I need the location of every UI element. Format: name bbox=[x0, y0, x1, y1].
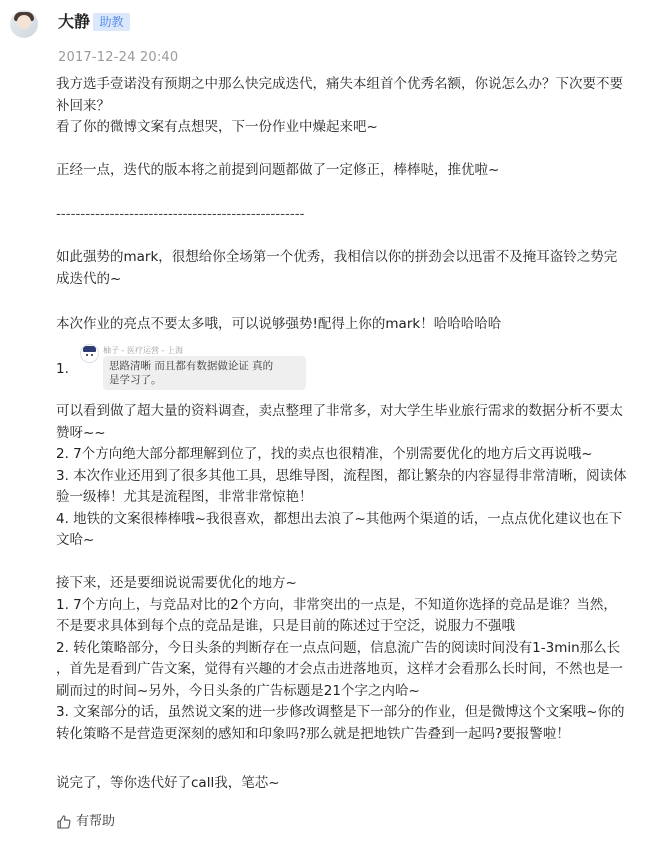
comment-paragraph-3 bbox=[56, 247, 660, 290]
helpful-label: 有帮助 bbox=[76, 814, 116, 829]
role-badge: 助教 bbox=[93, 13, 130, 31]
text-line: 可以看到做了超大量的资料调查，卖点整理了非常多，对大学生毕业旅行需求的数据分析不要太 bbox=[56, 403, 623, 419]
comment-paragraph-6 bbox=[56, 573, 660, 745]
screenshot-message-line: 思路清晰 而且都有数据做论证 真的 bbox=[109, 360, 274, 372]
author-avatar[interactable] bbox=[10, 10, 38, 38]
text-line: 转化策略不是营造更深刻的感知和印象吗?那么就是把地铁广告叠到一起吗?要报警啦！ bbox=[56, 725, 570, 742]
text-line: 2. 7个方向绝大部分都理解到位了，找的卖点也很精准，个别需要优化的地方后文再说哦~ bbox=[56, 446, 593, 462]
embedded-screenshot-image[interactable] bbox=[80, 344, 310, 394]
text-line: 正经一点，迭代的版本将之前提到问题都做了一定修正，棒棒哒，推优啦~ bbox=[56, 162, 500, 178]
helpful-button[interactable] bbox=[56, 812, 115, 832]
thumbs-up-outline-icon bbox=[56, 814, 72, 830]
comment-paragraph-4 bbox=[56, 314, 660, 336]
text-line: 3. 文案部分的话，虽然说文案的进一步修改调整是下一部分的作业，但是微博这个文案哦~你的 bbox=[56, 704, 625, 720]
author-name[interactable]: 大静 bbox=[58, 12, 91, 31]
text-line: 4. 地铁的文案很棒棒哦~我很喜欢，都想出去浪了~其他两个渠道的话，一点点优化建议也在下 bbox=[56, 510, 623, 527]
text-line: 看了你的微博文案有点想哭，下一份作业中燥起来吧~ bbox=[56, 119, 378, 135]
comment-paragraph-2 bbox=[56, 160, 660, 182]
text-line: 文哈~ bbox=[56, 532, 95, 548]
text-line: 赞呀~~ bbox=[56, 424, 106, 441]
text-line: 刷而过的时间~另外，今日头条的广告标题是21个字之内哈~ bbox=[56, 682, 420, 699]
text-line: 补回来？ bbox=[56, 97, 110, 114]
comment-paragraph-1 bbox=[56, 74, 660, 139]
text-line: 2. 转化策略部分，今日头条的判断存在一点点问题，信息流广告的阅读时间没有1-3min那么长 bbox=[56, 639, 621, 656]
comment-paragraph-7 bbox=[56, 773, 660, 795]
text-line: 验一级棒！尤其是流程图，非常非常惊艳！ bbox=[56, 489, 313, 505]
screenshot-user-meta: 柚子 - 医疗运营 - 上海 bbox=[103, 346, 183, 355]
text-line: 我方选手壹诺没有预期之中那么快完成迭代，痛失本组首个优秀名额，你说怎么办？下次要不要 bbox=[56, 76, 623, 92]
text-line: 如此强势的mark，很想给你全场第一个优秀，我相信以你的拼劲会以迅雷不及掩耳盗铃之势完 bbox=[56, 249, 618, 265]
text-divider: --------------------------------------------------- bbox=[56, 206, 305, 222]
screenshot-message-line: 是学习了。 bbox=[109, 374, 162, 386]
screenshot-avatar-icon bbox=[80, 344, 99, 363]
screenshot-message-bubble bbox=[103, 356, 306, 390]
comment-timestamp: 2017-12-24 20:40 bbox=[58, 50, 179, 65]
text-line: 说完了，等你迭代好了call我，笔芯~ bbox=[56, 775, 280, 791]
list-item-number: 1. bbox=[56, 361, 69, 377]
text-line: 接下来，还是要细说说需要优化的地方~ bbox=[56, 575, 297, 591]
comment-paragraph-5 bbox=[56, 401, 660, 552]
text-line: 本次作业的亮点不要太多哦，可以说够强势!配得上你的mark！哈哈哈哈哈 bbox=[56, 316, 502, 332]
text-line: ，首先是看到广告文案，觉得有兴趣的才会点击进落地页，这样才会看那么长时间，不然也是一 bbox=[56, 661, 623, 677]
text-line: 1. 7个方向上，与竞品对比的2个方向，非常突出的一点是，不知道你选择的竞品是谁？当然， bbox=[56, 596, 617, 613]
text-line: 不是要求具体到每个点的竞品是谁，只是目前的陈述过于空泛，说服力不强哦 bbox=[56, 618, 515, 634]
text-line: 3. 本次作业还用到了很多其他工具，思维导图，流程图，都让繁杂的内容显得非常清晰，阅读体 bbox=[56, 467, 627, 484]
text-line: 成迭代的~ bbox=[56, 270, 122, 287]
